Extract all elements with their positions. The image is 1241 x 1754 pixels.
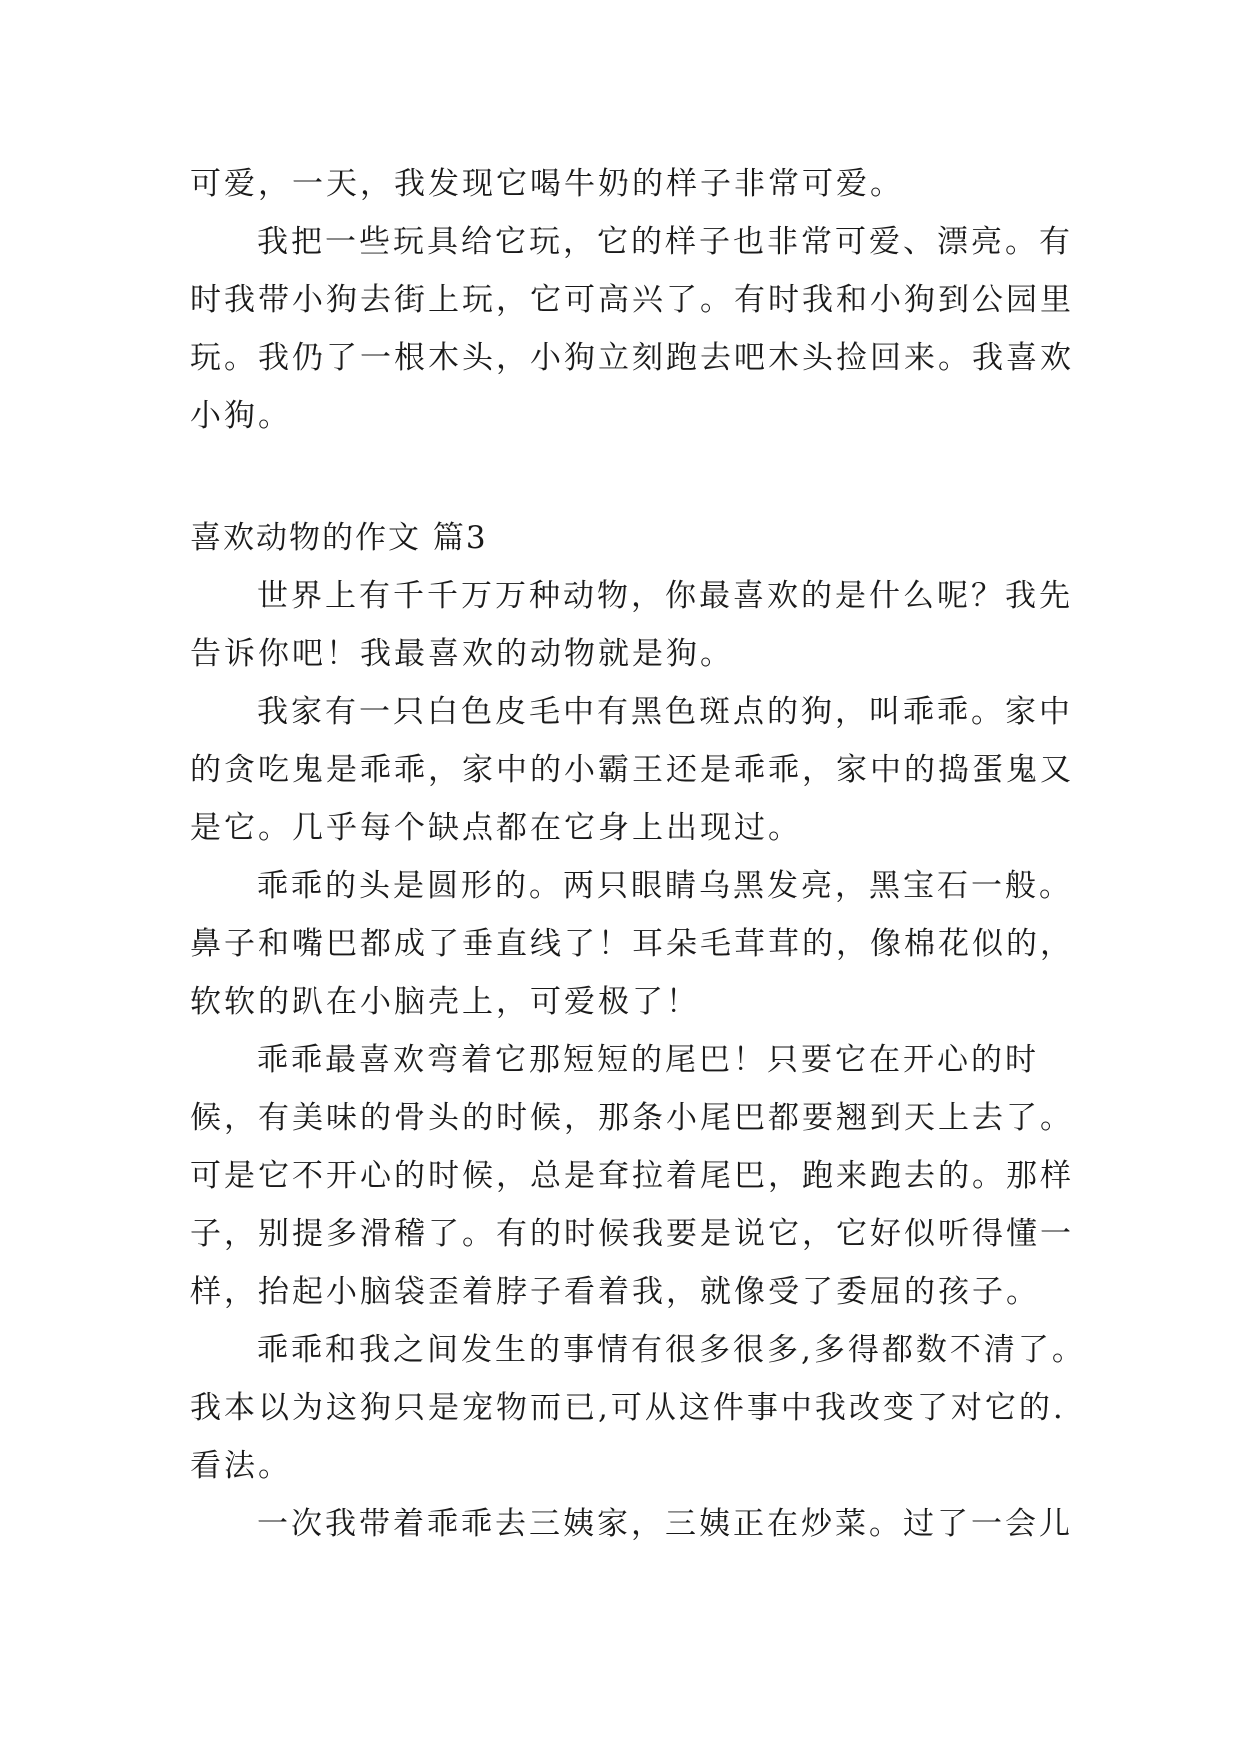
paragraph-start-line: 我把一些玩具给它玩，它的样子也非常可爱、漂亮。有: [257, 224, 1073, 260]
text-line: 子，别提多滑稽了。有的时候我要是说它，它好似听得懂一: [190, 1216, 1074, 1252]
text-line: 样，抬起小脑袋歪着脖子看着我，就像受了委屈的孩子。: [190, 1274, 1040, 1310]
text-line: 小狗。: [190, 398, 292, 434]
paragraph-start-line: 我家有一只白色皮毛中有黑色斑点的狗，叫乖乖。家中: [257, 694, 1073, 730]
text-line: 候，有美味的骨头的时候，那条小尾巴都要翘到天上去了。: [190, 1100, 1074, 1136]
text-line: 玩。我仍了一根木头，小狗立刻跑去吧木头捡回来。我喜欢: [190, 340, 1074, 376]
paragraph-start-line: 乖乖和我之间发生的事情有很多很多,多得都数不清了。: [257, 1332, 1086, 1368]
text-line: 看法。: [190, 1448, 292, 1484]
paragraph-start-line: 乖乖的头是圆形的。两只眼睛乌黑发亮，黑宝石一般。: [257, 868, 1073, 904]
text-line: 软软的趴在小脑壳上，可爱极了！: [190, 984, 700, 1020]
section-title: 喜欢动物的作文 篇3: [190, 520, 488, 556]
text-line: 可爱，一天，我发现它喝牛奶的样子非常可爱。: [190, 166, 904, 202]
text-line: 我本以为这狗只是宠物而已,可从这件事中我改变了对它的.: [190, 1390, 1066, 1426]
text-line: 时我带小狗去街上玩，它可高兴了。有时我和小狗到公园里: [190, 282, 1074, 318]
text-line: 告诉你吧！我最喜欢的动物就是狗。: [190, 636, 734, 672]
paragraph-start-line: 世界上有千千万万种动物，你最喜欢的是什么呢？我先: [257, 578, 1073, 614]
text-line: 可是它不开心的时候，总是耷拉着尾巴，跑来跑去的。那样: [190, 1158, 1074, 1194]
paragraph-start-line: 一次我带着乖乖去三姨家，三姨正在炒菜。过了一会儿: [257, 1506, 1073, 1542]
text-line: 是它。几乎每个缺点都在它身上出现过。: [190, 810, 802, 846]
paragraph-start-line: 乖乖最喜欢弯着它那短短的尾巴！只要它在开心的时: [257, 1042, 1039, 1078]
text-line: 鼻子和嘴巴都成了垂直线了！耳朵毛茸茸的，像棉花似的，: [190, 926, 1074, 962]
text-line: 的贪吃鬼是乖乖，家中的小霸王还是乖乖，家中的捣蛋鬼又: [190, 752, 1074, 788]
